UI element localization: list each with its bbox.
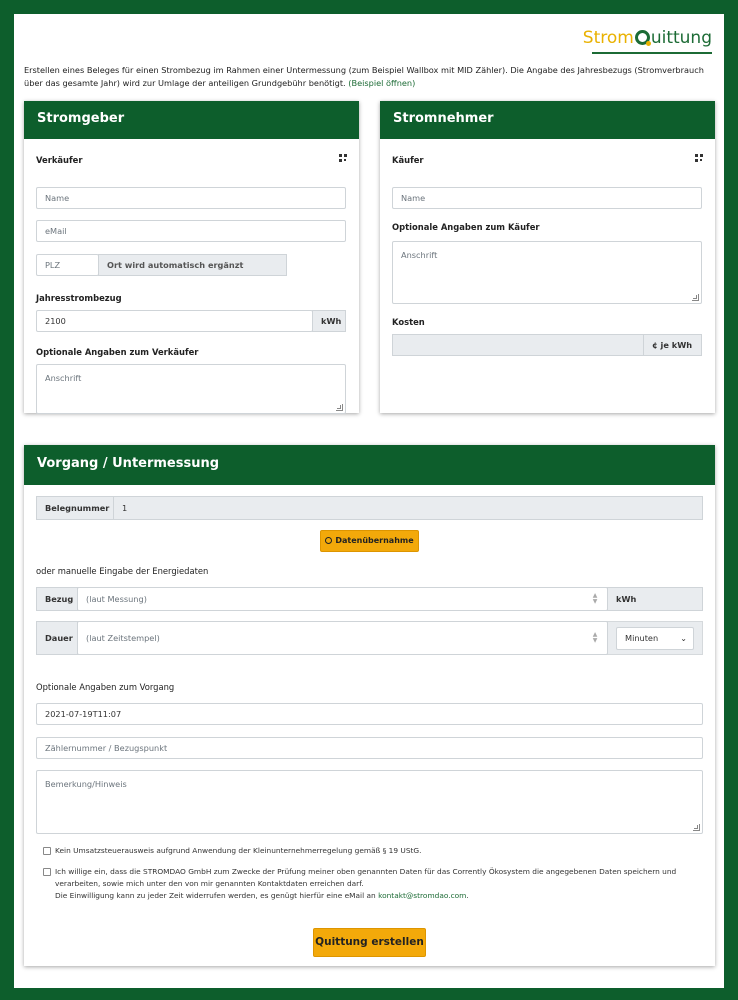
meter-input[interactable]: Zählernummer / Bezugspunkt [36, 737, 703, 759]
belegnummer-value: 1 [113, 496, 703, 520]
consent-checkbox[interactable] [43, 868, 51, 876]
vorgang-card [24, 445, 715, 966]
logo-text-quittung: uittung [650, 28, 712, 48]
intro-paragraph: Erstellen eines Beleges für einen Strombezug im Rahmen einer Untermessung (zum Beispiel Wallbox mit MID Zähler). Die Angabe des Jahresbezugs (Stromverbrauch über das gesamte Jahr) wird zur Umlage der anteiligen Grundgebühr benötigt. [24, 65, 704, 88]
manual-entry-text: oder manuelle Eingabe der Energiedaten [36, 566, 209, 576]
resize-handle-icon[interactable] [692, 294, 699, 301]
dauer-input[interactable]: (laut Zeitstempel) [77, 621, 608, 655]
import-button-label: Datenübernahme [335, 536, 414, 545]
vorgang-title: Vorgang / Untermessung [24, 445, 715, 485]
page [14, 14, 724, 988]
dauer-label: Dauer [36, 621, 78, 655]
resize-handle-icon[interactable] [336, 404, 343, 411]
chevron-down-icon: ⌄ [680, 634, 687, 643]
vorgang-optional-label: Optionale Angaben zum Vorgang [36, 682, 175, 692]
seller-label: Verkäufer [36, 155, 83, 165]
qr-code-icon[interactable] [339, 154, 348, 163]
logo-text-strom: Strom [582, 28, 634, 48]
consent-paragraph: Ich willige ein, dass die STROMDAO GmbH zum Zwecke der Prüfung meiner oben genannten Daten für das Corrently Ökosystem die angegebenen Daten speichern und verarbeiten, sowie mich unter den von mir genannten Kontaktdaten erreichen darf. [55, 867, 677, 888]
buyer-address-placeholder: Anschrift [401, 250, 438, 260]
logo-q-icon [635, 30, 650, 45]
note-placeholder: Bemerkung/Hinweis [45, 779, 127, 789]
cost-label: Kosten [392, 317, 425, 327]
bezug-input[interactable]: (laut Messung) [77, 587, 608, 611]
vat-checkbox-label: Kein Umsatzsteuerausweis aufgrund Anwendung der Kleinunternehmerregelung gemäß § 19 UStG. [55, 846, 422, 855]
stromnehmer-card [380, 101, 715, 413]
annual-consumption-input[interactable]: 2100 [36, 310, 313, 332]
belegnummer-label: Belegnummer [36, 496, 114, 520]
stromnehmer-title: Stromnehmer [380, 101, 715, 139]
submit-button[interactable]: Quittung erstellen [313, 928, 426, 957]
seller-ort-field: Ort wird automatisch ergänzt [98, 254, 287, 276]
example-link[interactable] [348, 78, 415, 88]
logo-underline [592, 52, 712, 54]
consent-text: Ich willige ein, dass die STROMDAO GmbH zum Zwecke der Prüfung meiner oben genannten Daten für das Corrently Ökosystem die angegebenen Daten speichern und verarbeiten, sowie mich unter den von mir genannten Kontaktdaten erreichen darf. Die Einwilligung kann zu jeder Zeit widerrufen werden, es genügt hierfür eine eMail an kontakt@stromdao.com. [55, 867, 677, 900]
bezug-label: Bezug [36, 587, 78, 611]
qr-code-icon[interactable] [695, 154, 704, 163]
annual-consumption-label: Jahresstrombezug [36, 293, 122, 303]
seller-optional-label: Optionale Angaben zum Verkäufer [36, 347, 199, 357]
stromgeber-title: Stromgeber [24, 101, 359, 139]
contact-email-link[interactable]: kontakt@stromdao.com [378, 891, 467, 900]
logo [583, 28, 712, 54]
buyer-name-input[interactable]: Name [392, 187, 702, 209]
spinner-icon[interactable]: ▲ ▼ [592, 631, 598, 644]
import-icon [325, 537, 332, 544]
import-button[interactable] [320, 530, 419, 552]
cost-unit: ¢ je kWh [643, 334, 702, 356]
seller-plz-input[interactable]: PLZ [36, 254, 99, 276]
dauer-unit-select[interactable] [616, 627, 694, 650]
dauer-unit-selected: Minuten [625, 633, 659, 643]
resize-handle-icon[interactable] [693, 824, 700, 831]
bezug-unit: kWh [607, 587, 703, 611]
example-link-label: Beispiel öffnen [351, 78, 413, 88]
consent-revoke-text: Die Einwilligung kann zu jeder Zeit widerrufen werden, es genügt hierfür eine eMail an [55, 891, 376, 900]
note-textarea[interactable] [36, 770, 703, 834]
example-link-close: ) [412, 78, 416, 88]
stromgeber-card [24, 101, 359, 413]
buyer-optional-label: Optionale Angaben zum Käufer [392, 222, 540, 232]
buyer-address-textarea[interactable] [392, 241, 702, 304]
intro-text [24, 64, 714, 90]
spinner-icon[interactable]: ▲ ▼ [592, 592, 598, 605]
datetime-input[interactable]: 2021-07-19T11:07 [36, 703, 703, 725]
seller-address-placeholder: Anschrift [45, 373, 82, 383]
annual-unit: kWh [312, 310, 346, 332]
example-link-open: ( [348, 78, 352, 88]
vat-checkbox[interactable] [43, 847, 51, 855]
seller-address-textarea[interactable] [36, 364, 346, 414]
seller-name-input[interactable]: Name [36, 187, 346, 209]
buyer-label: Käufer [392, 155, 424, 165]
seller-email-input[interactable]: eMail [36, 220, 346, 242]
cost-input[interactable] [392, 334, 644, 356]
